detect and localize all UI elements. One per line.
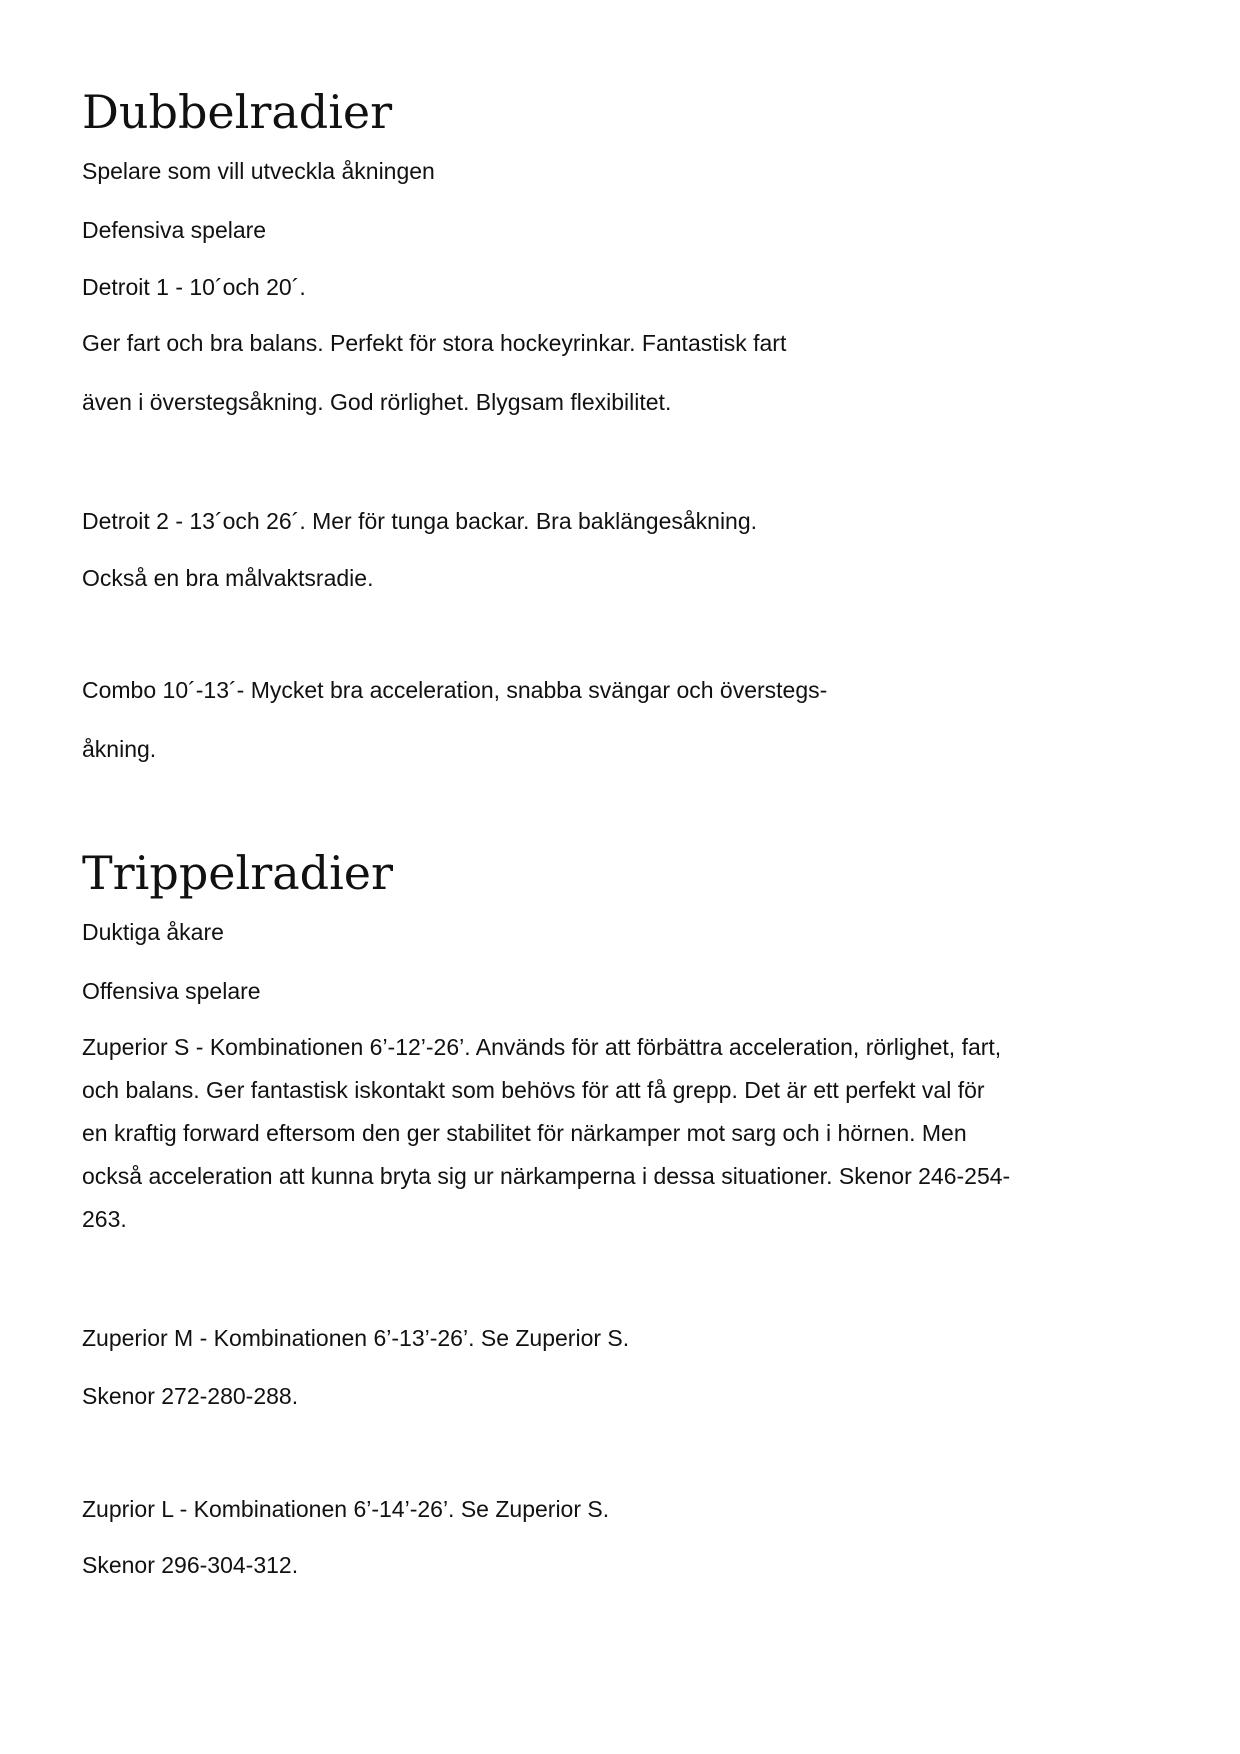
- text-line: Detroit 2 - 13´och 26´. Mer för tunga backar. Bra baklängesåkning.: [82, 508, 758, 534]
- heading-trippelradier: Trippelradier: [82, 846, 393, 900]
- text-line: Zuperior M - Kombinationen 6’-13’-26’. Se Zuperior S.: [82, 1325, 630, 1351]
- text-line: Ger fart och bra balans. Perfekt för stora hockeyrinkar. Fantastisk fart: [82, 330, 787, 356]
- text-line: Också en bra målvaktsradie.: [82, 565, 374, 591]
- zuperior-s-paragraph: [82, 1026, 1172, 1241]
- text-line: Zuprior L - Kombinationen 6’-14’-26’. Se Zuperior S.: [82, 1496, 610, 1522]
- text-line: Skenor 272-280-288.: [82, 1383, 299, 1409]
- text-line: Detroit 1 - 10´och 20´.: [82, 274, 306, 300]
- text-line: Spelare som vill utveckla åkningen: [82, 158, 435, 184]
- text-line: Offensiva spelare: [82, 978, 261, 1004]
- text-line: Combo 10´-13´- Mycket bra acceleration, snabba svängar och överstegs-: [82, 677, 828, 703]
- text-line: Defensiva spelare: [82, 217, 267, 243]
- paragraph-line: en kraftig forward eftersom den ger stabilitet för närkamper mot sarg och i hörnen. Men: [82, 1120, 967, 1146]
- paragraph-line: och balans. Ger fantastisk iskontakt som behövs för att få grepp. Det är ett perfekt val för: [82, 1077, 985, 1103]
- heading-dubbelradier: Dubbelradier: [82, 85, 393, 139]
- text-line: även i överstegsåkning. God rörlighet. Blygsam flexibilitet.: [82, 389, 672, 415]
- text-line: Duktiga åkare: [82, 919, 224, 945]
- paragraph-line: 263.: [82, 1206, 127, 1232]
- text-line: åkning.: [82, 736, 157, 762]
- text-line: Skenor 296-304-312.: [82, 1552, 299, 1578]
- paragraph-line: Zuperior S - Kombinationen 6’-12’-26’. Används för att förbättra acceleration, rörlighet, fart,: [82, 1034, 1002, 1060]
- paragraph-line: också acceleration att kunna bryta sig ur närkamperna i dessa situationer. Skenor 246-254-: [82, 1163, 1011, 1189]
